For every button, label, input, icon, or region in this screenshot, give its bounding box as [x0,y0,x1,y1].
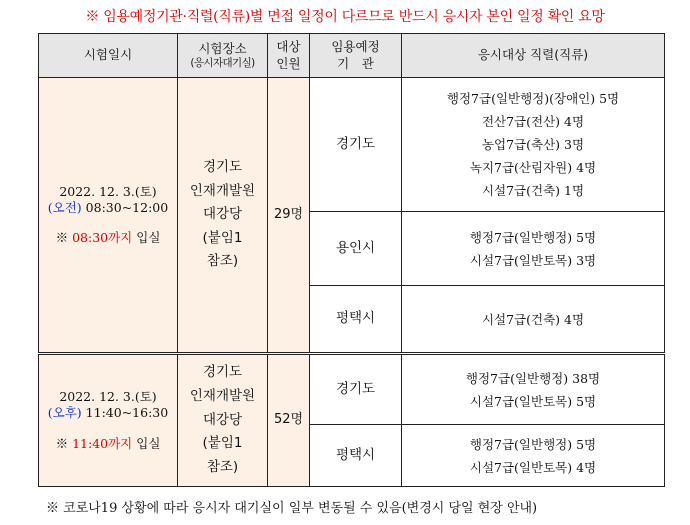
session2-count: 52명 [268,354,310,487]
agency-gyeonggi: 경기도 [310,78,402,212]
jobs-list: 시설7급(건축) 4명 [402,286,665,354]
header-date: 시험일시 [39,34,178,78]
session2-datetime: 2022. 12. 3.(토) (오후) 11:40~16:30 ※ 11:40까지 입실 [39,354,178,487]
agency-pyeongtaek: 평택시 [310,425,402,487]
session1-datetime: 2022. 12. 3.(토) (오전) 08:30~12:00 ※ 08:30까지 입실 [39,78,178,354]
session2-place: 경기도 인재개발원 대강당 (붙임1 참조) [178,354,268,487]
footnote: ※ 코로나19 상황에 따라 응시자 대기실이 일부 변동될 수 있음(변경시 당일 현장 안내) [46,501,538,516]
agency-pyeongtaek: 평택시 [310,286,402,354]
header-count: 대상 인원 [268,34,310,78]
interview-schedule-table [38,33,665,487]
jobs-list: 행정7급(일반행정) 5명 시설7급(일반토목) 3명 [402,212,665,286]
header-agency: 임용예정 기 관 [310,34,402,78]
header-jobs: 응시대상 직렬(직류) [402,34,665,78]
notice-banner: ※ 임용예정기관·직렬(직류)별 면접 일정이 다르므로 반드시 응시자 본인 일정 확인 요망 [85,9,605,25]
table-row [39,354,665,425]
jobs-list: 행정7급(일반행정) 5명 시설7급(일반토목) 4명 [402,425,665,487]
header-place: 시험장소 (응시자대기실) [178,34,268,78]
jobs-list: 행정7급(일반행정) 38명 시설7급(일반토목) 5명 [402,354,665,425]
agency-yongin: 용인시 [310,212,402,286]
session1-count: 29명 [268,78,310,354]
table-header-row [39,34,665,78]
agency-gyeonggi: 경기도 [310,354,402,425]
session1-place: 경기도 인재개발원 대강당 (붙임1 참조) [178,78,268,354]
table-row [39,78,665,212]
jobs-list: 행정7급(일반행정)(장애인) 5명 전산7급(전산) 4명 농업7급(축산) 3명 녹지7급(산림자원) 4명 시설7급(건축) 1명 [402,78,665,212]
